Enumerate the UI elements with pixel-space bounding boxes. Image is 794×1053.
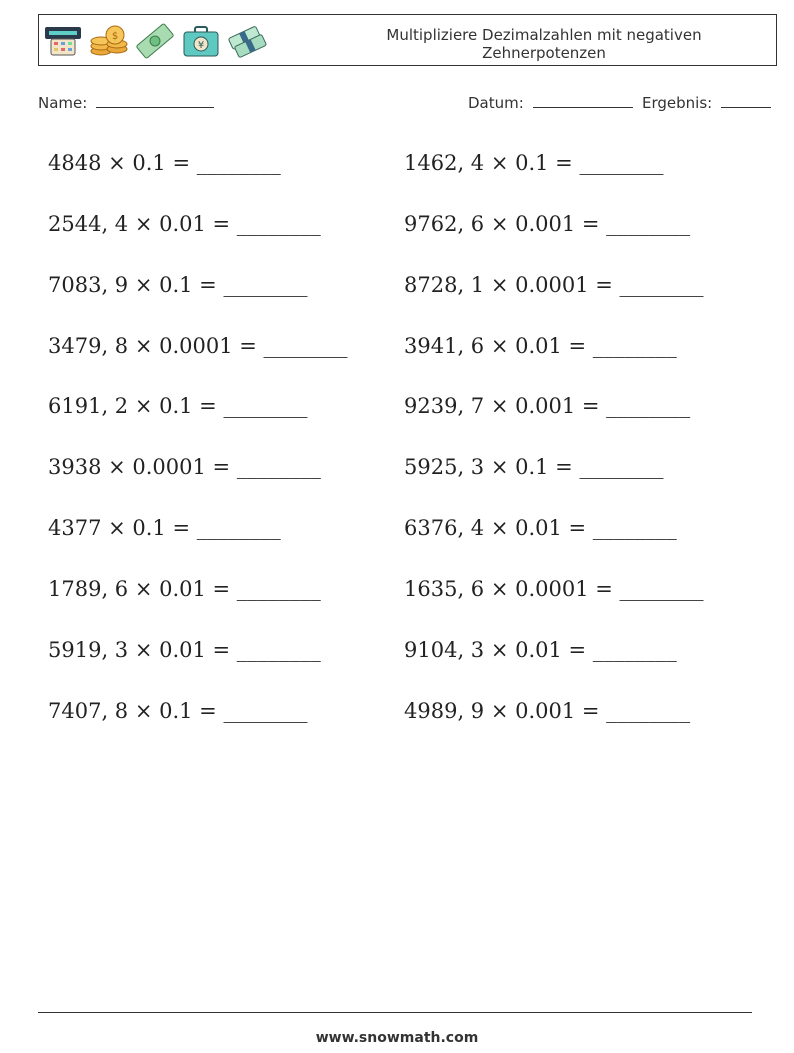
- problem-6b: 5925, 3 × 0.1 = ________: [404, 455, 664, 479]
- briefcase-yen-icon: [181, 23, 221, 59]
- date-label: Datum:: [468, 94, 524, 112]
- problem-3b: 8728, 1 × 0.0001 = ________: [404, 273, 704, 297]
- name-field: [38, 93, 214, 112]
- title-line-1: Multipliziere Dezimalzahlen mit negativen: [386, 26, 702, 44]
- coins-icon: [89, 23, 129, 59]
- problem-2b: 9762, 6 × 0.001 = ________: [404, 212, 691, 236]
- problem-1a: 4848 × 0.1 = ________: [48, 151, 281, 175]
- date-field: [468, 93, 633, 112]
- date-line[interactable]: [533, 93, 633, 108]
- problem-4a: 3479, 8 × 0.0001 = ________: [48, 334, 348, 358]
- name-line[interactable]: [96, 93, 214, 108]
- money-bundle-icon: [227, 23, 267, 59]
- header-icons: [43, 23, 267, 59]
- cash-register-icon: [43, 23, 83, 59]
- problem-7a: 4377 × 0.1 = ________: [48, 516, 281, 540]
- problem-8b: 1635, 6 × 0.0001 = ________: [404, 577, 704, 601]
- worksheet-title: [334, 26, 754, 62]
- problem-9b: 9104, 3 × 0.01 = ________: [404, 638, 677, 662]
- footer-url[interactable]: www.snowmath.com: [315, 1030, 479, 1046]
- result-line[interactable]: [721, 93, 771, 108]
- svg-text:¥: ¥: [197, 40, 205, 51]
- footer-divider: [38, 1012, 752, 1013]
- banknote-icon: [135, 23, 175, 59]
- svg-text:$: $: [111, 31, 119, 42]
- problem-10b: 4989, 9 × 0.001 = ________: [404, 699, 691, 723]
- problem-5b: 9239, 7 × 0.001 = ________: [404, 394, 691, 418]
- title-line-2: Zehnerpotenzen: [482, 44, 606, 62]
- problem-10a: 7407, 8 × 0.1 = ________: [48, 699, 308, 723]
- problem-2a: 2544, 4 × 0.01 = ________: [48, 212, 321, 236]
- result-field: [642, 93, 771, 112]
- problem-8a: 1789, 6 × 0.01 = ________: [48, 577, 321, 601]
- problem-7b: 6376, 4 × 0.01 = ________: [404, 516, 677, 540]
- result-label: Ergebnis:: [642, 94, 713, 112]
- name-label: Name:: [38, 94, 88, 112]
- problem-9a: 5919, 3 × 0.01 = ________: [48, 638, 321, 662]
- problem-6a: 3938 × 0.0001 = ________: [48, 455, 321, 479]
- problem-1b: 1462, 4 × 0.1 = ________: [404, 151, 664, 175]
- problem-4b: 3941, 6 × 0.01 = ________: [404, 334, 677, 358]
- problem-3a: 7083, 9 × 0.1 = ________: [48, 273, 308, 297]
- header-box: [38, 14, 777, 66]
- problem-5a: 6191, 2 × 0.1 = ________: [48, 394, 308, 418]
